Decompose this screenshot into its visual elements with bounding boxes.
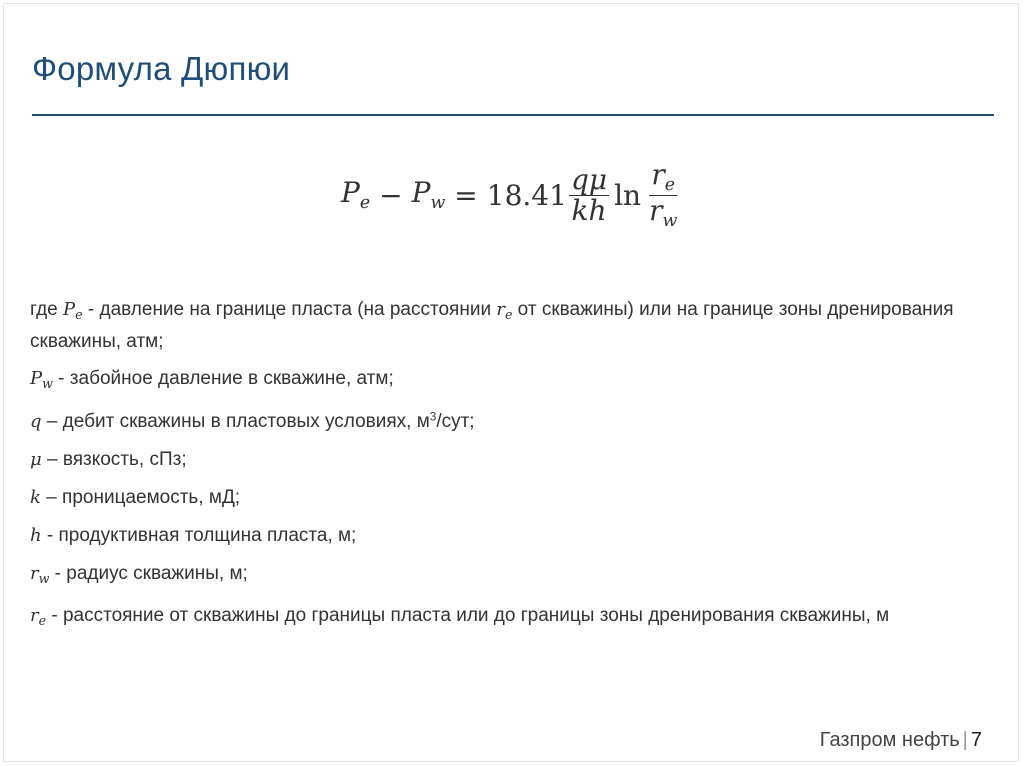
definition-pe: где $P_e$ - давление на границе пласта (на расстоянии $r_e$ от скважины) или на границе зоны дренирования скважины, атм; [30,299,954,352]
formula-minus: − [379,178,403,212]
definition-re: $r_e$ - расстояние от скважины до границы пласта или до границы зоны дренирования скважины, м [30,605,890,629]
formula-fraction-q-mu-over-kh [569,165,609,225]
slide-footer [820,729,982,752]
definitions-list [30,296,990,645]
formula-equals: = [454,178,478,212]
formula-fraction-numerator: qμ [570,163,608,197]
formula-fraction-numerator: $r_e$ [651,158,676,196]
formula-fraction-denominator: $r_w$ [649,193,678,231]
title-divider [32,114,994,116]
page-number: 7 [970,729,982,751]
definition-k: k – проницаемость, мД; [30,486,241,508]
dupuit-formula [341,150,681,240]
formula-fraction-denominator: kh [571,193,607,227]
slide-title: Формула Дюпюи [32,50,291,87]
formula-fraction-re-over-rw [647,160,679,230]
formula-pe: $P_e$ [341,176,371,214]
definition-rw: $r_w$ - радиус скважины, м; [30,562,248,586]
definition-pw: $P_w$ - забойное давление в скважине, атм; [30,367,394,391]
footer-separator: | [962,729,968,751]
definition-mu: μ – вязкость, сПз; [30,448,187,470]
formula-pw: $P_w$ [411,176,446,214]
formula-ln: ln [614,178,642,212]
definition-q: q – дебит скважины в пластовых условиях, $м^3$/сут; [30,410,475,432]
definition-h: h - продуктивная толщина пласта, м; [30,524,357,546]
formula-coefficient: 18.41 [486,178,567,212]
footer-company: Газпром нефть [819,729,960,751]
